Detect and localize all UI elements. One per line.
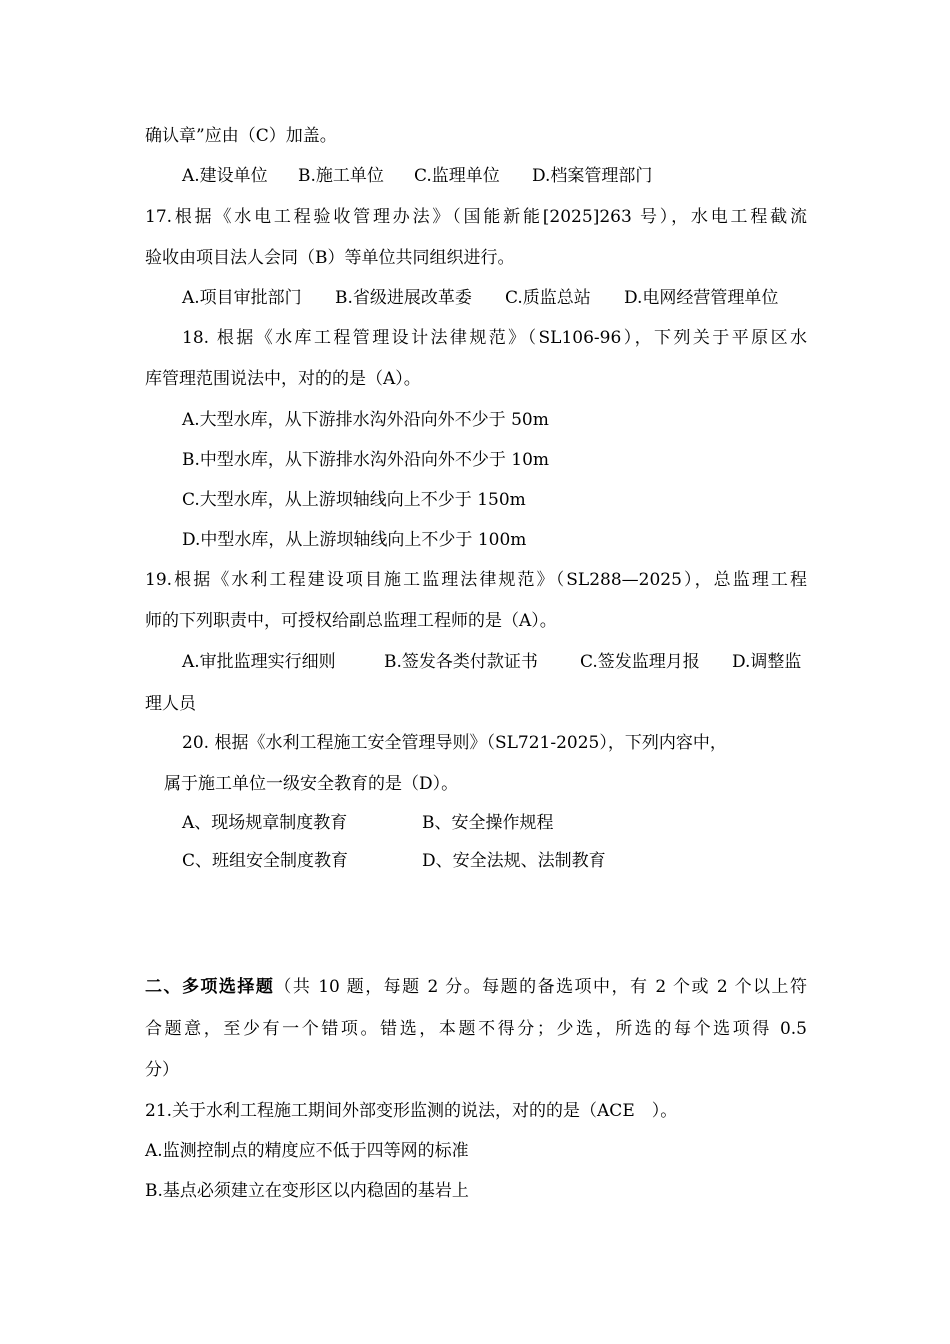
section-title: 二、多项选择题 (145, 977, 275, 997)
option-d: D.档案管理部门 (532, 166, 653, 186)
option-b: B、安全操作规程 (422, 813, 554, 833)
question-19: 19.根据《水利工程建设项目施工监理法律规范》（SL288—2025），总监理工程 (145, 570, 807, 590)
option-d: D、安全法规、法制教育 (422, 851, 606, 871)
options-row (182, 650, 801, 674)
text-line: 确认章”应由（C）加盖。 (145, 126, 337, 146)
option-a: A、现场规章制度教育 (182, 813, 348, 833)
section-instructions: （共 10 题，每题 2 分。每题的备选项中，有 2 个或 2 个以上符 (274, 977, 808, 997)
text-line: 库管理范围说法中，对的的是（A）。 (145, 369, 421, 389)
text-line: 属于施工单位一级安全教育的是（D）。 (164, 774, 459, 794)
text-line: 理人员 (145, 694, 196, 714)
question-20: 20. 根据《水利工程施工安全管理导则》（SL721-2025），下列内容中， (182, 733, 727, 753)
option-c: C.质监总站 (505, 288, 591, 308)
option-b: B.基点必须建立在变形区以内稳固的基岩上 (145, 1181, 469, 1201)
option-b: B.施工单位 (298, 166, 384, 186)
option-a: A.监测控制点的精度应不低于四等网的标准 (145, 1141, 469, 1161)
option-a: A.大型水库，从下游排水沟外沿向外不少于 50m (182, 410, 549, 430)
option-a: A.项目审批部门 (182, 288, 302, 308)
text-line: 分） (145, 1060, 179, 1080)
question-18: 18. 根据《水库工程管理设计法律规范》（SL106-96），下列关于平原区水 (182, 328, 807, 348)
option-d: D.中型水库，从上游坝轴线向上不少于 100m (182, 530, 527, 550)
option-c: C.监理单位 (414, 166, 500, 186)
text-line: 师的下列职责中，可授权给副总监理工程师的是（A）。 (145, 611, 557, 631)
options-row (182, 811, 554, 835)
option-b: B.中型水库，从下游排水沟外沿向外不少于 10m (182, 450, 550, 470)
question-21: 21.关于水利工程施工期间外部变形监测的说法，对的的是（ACE ）。 (145, 1101, 678, 1121)
option-c: C、班组安全制度教育 (182, 851, 349, 871)
option-d: D.调整监 (732, 652, 802, 672)
option-d: D.电网经营管理单位 (624, 288, 779, 308)
text-line: 合题意，至少有一个错项。错选，本题不得分；少选，所选的每个选项得 0.5 (145, 1019, 807, 1039)
option-a: A.审批监理实行细则 (182, 652, 336, 672)
option-a: A.建设单位 (182, 166, 268, 186)
option-b: B.省级进展改革委 (335, 288, 472, 308)
section-heading-multiple-choice (145, 975, 807, 999)
options-row (182, 849, 606, 873)
option-c: C.大型水库，从上游坝轴线向上不少于 150m (182, 490, 526, 510)
question-17: 17.根据《水电工程验收管理办法》（国能新能[2025]263 号），水电工程截流 (145, 207, 807, 227)
text-line: 验收由项目法人会同（B）等单位共同组织进行。 (145, 248, 515, 268)
option-c: C.签发监理月报 (580, 652, 700, 672)
options-row (182, 164, 652, 188)
option-b: B.签发各类付款证书 (384, 652, 538, 672)
options-row (182, 286, 778, 310)
